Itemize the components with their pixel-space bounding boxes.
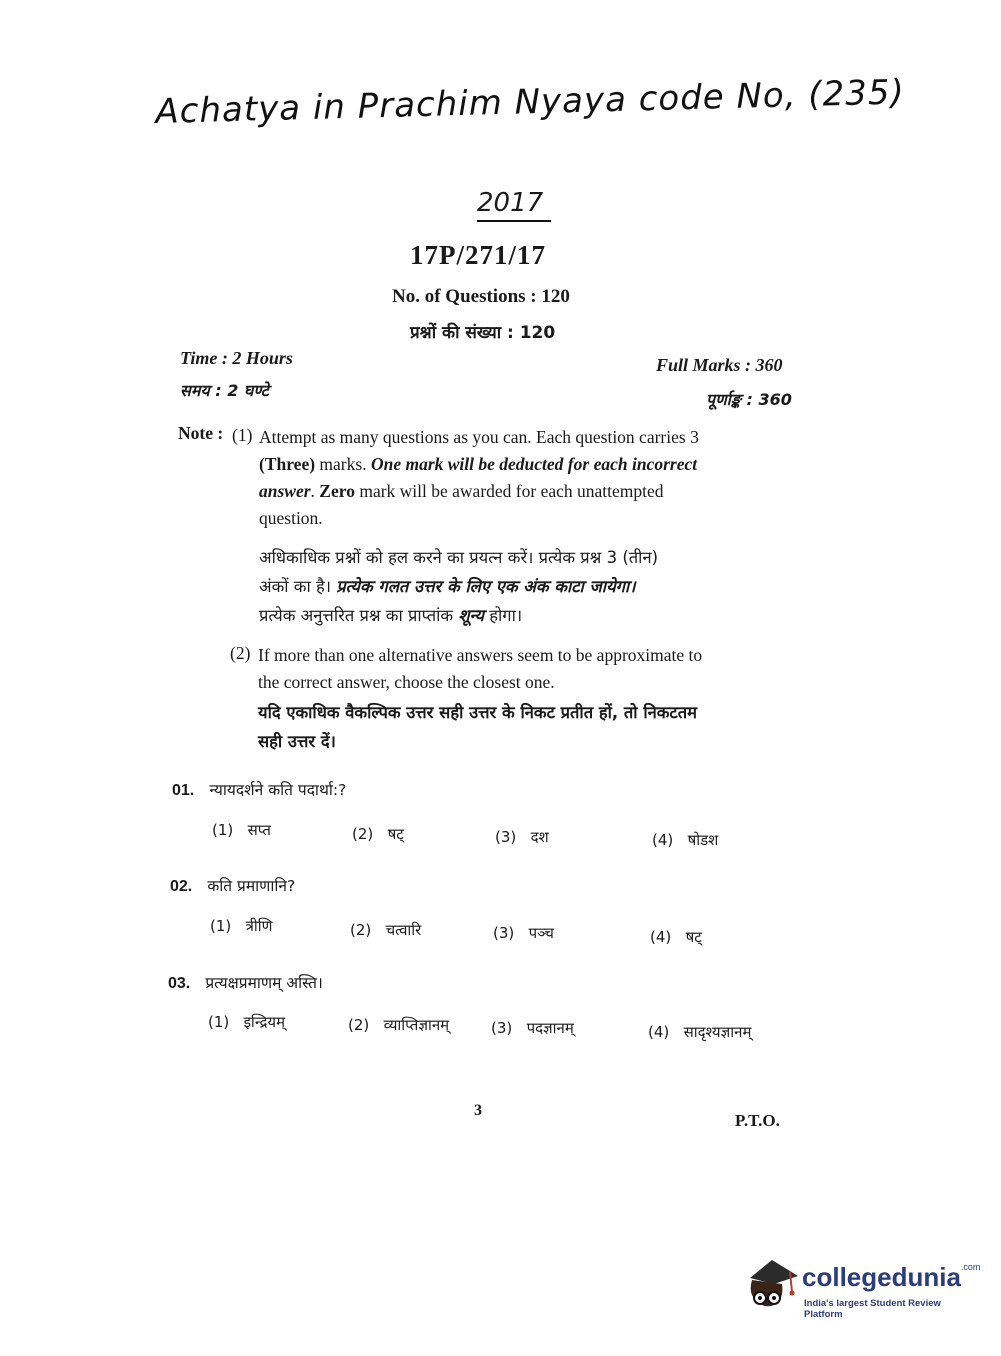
- option-text: पञ्च: [528, 924, 554, 942]
- question-text: न्यायदर्शने कति पदार्था:?: [209, 781, 347, 799]
- option-number: (2): [352, 825, 374, 843]
- collegedunia-logo: [742, 1250, 981, 1320]
- paper-code: 17P/271/17: [410, 240, 546, 270]
- option-text: षट्: [387, 825, 404, 843]
- three-text: (Three): [259, 454, 316, 474]
- logo-tagline: India's largest Student Review Platform: [804, 1298, 941, 1320]
- question-text: प्रत्यक्षप्रमाणम् अस्ति।: [205, 974, 323, 992]
- q1-option-4[interactable]: [652, 830, 718, 850]
- q1-option-2[interactable]: [352, 824, 404, 844]
- note-1-number: (1): [232, 425, 253, 445]
- q2-option-3[interactable]: [493, 923, 554, 943]
- note-1-hi-line1: अधिकाधिक प्रश्नों को हल करने का प्रयत्न करें। प्रत्येक प्रश्न 3 (तीन): [259, 548, 659, 567]
- option-text: व्याप्तिज्ञानम्: [383, 1016, 450, 1034]
- option-number: (1): [208, 1013, 230, 1031]
- note-1-line3: [259, 478, 809, 505]
- q3-option-4[interactable]: [648, 1022, 751, 1042]
- q3-option-1[interactable]: [208, 1012, 285, 1032]
- note-label: Note :: [178, 423, 224, 443]
- q1-option-3[interactable]: [495, 827, 549, 847]
- option-number: (3): [495, 828, 517, 846]
- option-number: (2): [348, 1016, 370, 1034]
- q3-option-3[interactable]: [491, 1018, 574, 1038]
- note-1-line4: question.: [259, 508, 323, 528]
- question-number: 01.: [172, 782, 195, 799]
- note-1-hindi: [259, 543, 819, 630]
- option-number: (1): [210, 917, 232, 935]
- pto-label: P.T.O.: [735, 1111, 780, 1130]
- marks-text: marks.: [315, 454, 371, 474]
- handwritten-year: [477, 188, 551, 222]
- deduction-text: One mark will be deducted for each incorrect: [370, 454, 698, 474]
- period-text: .: [310, 481, 320, 501]
- q1-option-1[interactable]: [212, 820, 271, 840]
- mascot-icon: [742, 1254, 800, 1314]
- question-number: 03.: [168, 975, 191, 992]
- option-number: (1): [212, 821, 234, 839]
- time-hi: समय : 2 घण्टे: [180, 381, 269, 400]
- year-text: 2017: [477, 188, 544, 218]
- note-2-line1: If more than one alternative answers seem to be approximate to: [258, 645, 703, 665]
- question-1: [172, 778, 812, 800]
- note-2-number: (2): [230, 643, 251, 663]
- note-2-hi-line1: यदि एकाधिक वैकल्पिक उत्तर सही उत्तर के निकट प्रतीत हों, तो निकटतम: [258, 703, 698, 722]
- option-text: सादृश्यज्ञानम्: [683, 1023, 752, 1041]
- answer-text: answer: [259, 481, 311, 501]
- option-number: (3): [491, 1019, 513, 1037]
- option-text: त्रीणि: [245, 917, 273, 935]
- hi-deduction-text: प्रत्येक गलत उत्तर के लिए एक अंक काटा जायेगा।: [336, 577, 636, 596]
- logo-dotcom: .com: [960, 1262, 981, 1272]
- num-questions-hi: प्रश्नों की संख्या : 120: [410, 323, 556, 343]
- note-1-line1: Attempt as many questions as you can. Each question carries 3: [259, 427, 699, 447]
- note-1-hi-line3: [259, 601, 819, 630]
- page-number: 3: [474, 1102, 482, 1119]
- handwritten-title: Achatya in Prachim Nyaya code No, (235): [155, 72, 906, 132]
- q2-option-4[interactable]: [650, 927, 702, 947]
- option-number: (4): [652, 831, 674, 849]
- note-2-hindi: [258, 698, 818, 756]
- unattempted-text: mark will be awarded for each unattempted: [354, 481, 664, 501]
- zero-text: Zero: [319, 481, 355, 501]
- marks-hi: पूर्णाङ्क : 360: [706, 390, 792, 409]
- note-1-english: [259, 424, 809, 532]
- question-2: [170, 874, 810, 896]
- time-en: Time : 2 Hours: [180, 348, 293, 368]
- logo-name-text: collegedunia: [802, 1262, 961, 1292]
- note-2-line2: the correct answer, choose the closest one.: [258, 672, 555, 692]
- note-1-line2: [259, 451, 809, 478]
- option-number: (2): [350, 921, 372, 939]
- hi-marks-text: अंकों का है।: [259, 577, 337, 596]
- question-text: कति प्रमाणानि?: [207, 877, 296, 895]
- note-2-english: [258, 642, 808, 696]
- option-text: षोडश: [687, 831, 719, 849]
- option-text: पदज्ञानम्: [526, 1019, 574, 1037]
- option-text: चत्वारि: [385, 921, 422, 939]
- option-text: दश: [530, 828, 549, 846]
- option-number: (3): [493, 924, 515, 942]
- option-text: षट्: [685, 928, 702, 946]
- note-2-hi-line2: सही उत्तर दें।: [258, 732, 336, 751]
- year-underline: [477, 220, 551, 222]
- question-3: [168, 971, 808, 993]
- q2-option-1[interactable]: [210, 916, 272, 936]
- option-number: (4): [650, 928, 672, 946]
- hi-unattempted-text: प्रत्येक अनुत्तरित प्रश्न का प्राप्तांक: [259, 606, 459, 625]
- num-questions-en: No. of Questions : 120: [392, 286, 570, 307]
- marks-en: Full Marks : 360: [656, 355, 783, 375]
- q3-option-2[interactable]: [348, 1015, 449, 1035]
- q2-option-2[interactable]: [350, 920, 421, 940]
- option-text: इन्द्रियम्: [243, 1013, 286, 1031]
- note-1-hi-line2: [259, 572, 819, 601]
- hi-zero-text: शून्य: [458, 606, 484, 625]
- question-number: 02.: [170, 878, 193, 895]
- option-text: सप्त: [247, 821, 271, 839]
- hi-will-be-text: होगा।: [484, 606, 523, 625]
- option-number: (4): [648, 1023, 670, 1041]
- logo-name: [802, 1262, 980, 1293]
